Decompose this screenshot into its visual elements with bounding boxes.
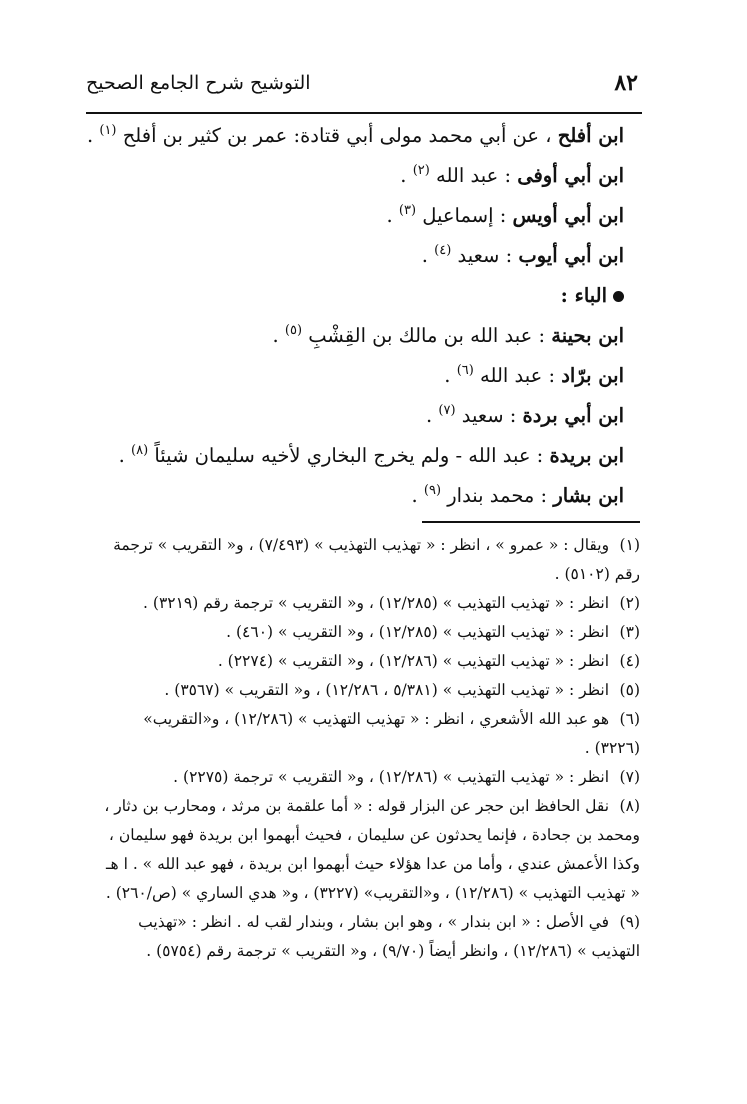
- footnote-9: [100, 908, 640, 966]
- footnote-text: انظر : « تهذيب التهذيب » (٥/٣٨١ ، ١٢/٢٨٦) ، و« التقريب » (٣٥٦٧) .: [164, 681, 610, 699]
- entry-end: .: [400, 164, 413, 187]
- entry-text: : عبد الله: [429, 164, 518, 187]
- footnote-number: (٤): [619, 652, 640, 670]
- footnote-text: ويقال : « عمرو » ، انظر : « تهذيب التهذيب » (٧/٤٩٣) ، و« التقريب » ترجمة رقم (٥١٠٢) .: [113, 536, 640, 583]
- footnote-number: (٦): [619, 710, 640, 728]
- entry-end: .: [421, 244, 435, 267]
- entry-ibn-abi-uways: [86, 196, 624, 236]
- entry-text: : إسماعيل: [416, 204, 513, 227]
- footnote-ref: (٨): [131, 443, 149, 458]
- entry-ibn-aflah: [86, 116, 624, 156]
- entry-name: ابن بشار: [553, 484, 624, 507]
- footnote-text: انظر : « تهذيب التهذيب » (١٢/٢٨٥) ، و« التقريب » ترجمة رقم (٣٢١٩) .: [143, 594, 610, 612]
- entry-ibn-abi-burda: [86, 396, 624, 436]
- entry-text: : سعيد: [451, 244, 519, 267]
- footnote-ref: (٦): [456, 363, 474, 378]
- entry-text: ، عن أبي محمد مولى أبي قتادة: عمر بن كثير بن أفلح: [116, 124, 558, 147]
- footnote-text: انظر : « تهذيب التهذيب » (١٢/٢٨٦) ، و« التقريب » ترجمة (٢٢٧٥) .: [173, 768, 610, 786]
- page-number: ٨٢: [614, 70, 638, 96]
- footnote-2: [100, 589, 640, 618]
- footnote-text: انظر : « تهذيب التهذيب » (١٢/٢٨٥) ، و« التقريب » (٤٦٠) .: [226, 623, 610, 641]
- entry-end: .: [86, 124, 100, 147]
- entry-ibn-burayda: [86, 436, 624, 476]
- entry-name: ابن أبي أيوب: [518, 244, 624, 267]
- entry-text: : عبد الله - ولم يخرج البخاري لأخيه سليمان شيئاً: [148, 444, 550, 467]
- entry-text: : عبد الله: [473, 364, 562, 387]
- footnote-text: في الأصل : « ابن بندار » ، وهو ابن بشار ، وبندار لقب له . انظر : «تهذيب التهذيب » (١٢/٢٨٦) ، وانظر أيضاً (٩/٧٠) ، و« التقريب » ترجمة رقم (٥٧٥٤) .: [138, 913, 640, 960]
- footnote-4: [100, 647, 640, 676]
- footnote-7: [100, 763, 640, 792]
- entry-ibn-buhayna: [86, 316, 624, 356]
- footnote-ref: (٢): [412, 163, 430, 178]
- entry-text: : محمد بندار: [441, 484, 554, 507]
- footnote-number: (١): [619, 536, 640, 554]
- entry-ibn-abi-ayyub: [86, 236, 624, 276]
- footnote-6: [100, 705, 640, 763]
- entry-ibn-bashshar: [86, 476, 624, 516]
- footnotes: [100, 531, 640, 966]
- footnote-number: (٢): [619, 594, 640, 612]
- footnote-number: (٨): [619, 797, 640, 815]
- footnote-separator: [422, 521, 640, 523]
- entry-end: .: [444, 364, 457, 387]
- footnote-ref: (٧): [438, 403, 456, 418]
- entry-list: [86, 116, 624, 516]
- bullet-icon: [613, 291, 624, 302]
- entry-text: : سعيد: [455, 404, 523, 427]
- footnote-ref: (٩): [423, 483, 442, 498]
- footnote-number: (٩): [619, 913, 640, 931]
- header-rule: [86, 112, 642, 114]
- entry-name: ابن أفلح: [557, 124, 624, 147]
- footnote-5: [100, 676, 640, 705]
- book-title: التوشيح شرح الجامع الصحيح: [86, 72, 311, 94]
- footnote-ref: (٥): [284, 323, 303, 338]
- section-heading-ba: [86, 276, 624, 316]
- entry-name: ابن أبي أويس: [512, 204, 624, 227]
- entry-name: ابن أبي أوفى: [517, 164, 624, 187]
- entry-name: ابن أبي بردة: [522, 404, 624, 427]
- footnote-ref: (٤): [434, 243, 452, 258]
- entry-end: .: [272, 324, 285, 347]
- footnote-text: هو عبد الله الأشعري ، انظر : « تهذيب التهذيب » (١٢/٢٨٦) ، و«التقريب» (٣٢٢٦) .: [143, 710, 640, 757]
- footnote-number: (٧): [619, 768, 640, 786]
- footnote-1: [100, 531, 640, 589]
- entry-ibn-abi-awfa: [86, 156, 624, 196]
- footnote-ref: (٣): [398, 203, 417, 218]
- entry-name: ابن بحينة: [551, 324, 624, 347]
- footnote-number: (٣): [619, 623, 640, 641]
- running-header: [86, 66, 638, 106]
- section-heading: الباء :: [560, 284, 607, 307]
- entry-name: ابن بريدة: [549, 444, 624, 467]
- entry-end: .: [411, 484, 424, 507]
- footnote-text: انظر : « تهذيب التهذيب » (١٢/٢٨٦) ، و« التقريب » (٢٢٧٤) .: [217, 652, 610, 670]
- entry-text: : عبد الله بن مالك بن القِشْبِ: [302, 324, 552, 347]
- entry-ibn-barrad: [86, 356, 624, 396]
- entry-end: .: [118, 444, 132, 467]
- footnote-ref: (١): [99, 123, 117, 138]
- footnote-8: [100, 792, 640, 908]
- footnote-3: [100, 618, 640, 647]
- footnote-text: نقل الحافظ ابن حجر عن البزار قوله : « أما علقمة بن مرثد ، ومحارب بن دثار ، ومحمد بن جحادة ، فإنما يحدثون عن سليمان ، فحيث أبهموا ابن بريدة فهو سليمان ، وكذا الأعمش عندي ، وأما من عدا هؤلاء حيث أبهموا ابن بريدة ، فهو عبد الله » . ا هـ « تهذيب التهذيب » (١٢/٢٨٦) ، و«التقريب» (٣٢٢٧) ، و« هدي الساري » (ص/٢٦٠) .: [104, 797, 640, 902]
- footnote-number: (٥): [619, 681, 640, 699]
- entry-name: ابن برّاد: [561, 364, 624, 387]
- entry-end: .: [425, 404, 439, 427]
- entry-end: .: [386, 204, 399, 227]
